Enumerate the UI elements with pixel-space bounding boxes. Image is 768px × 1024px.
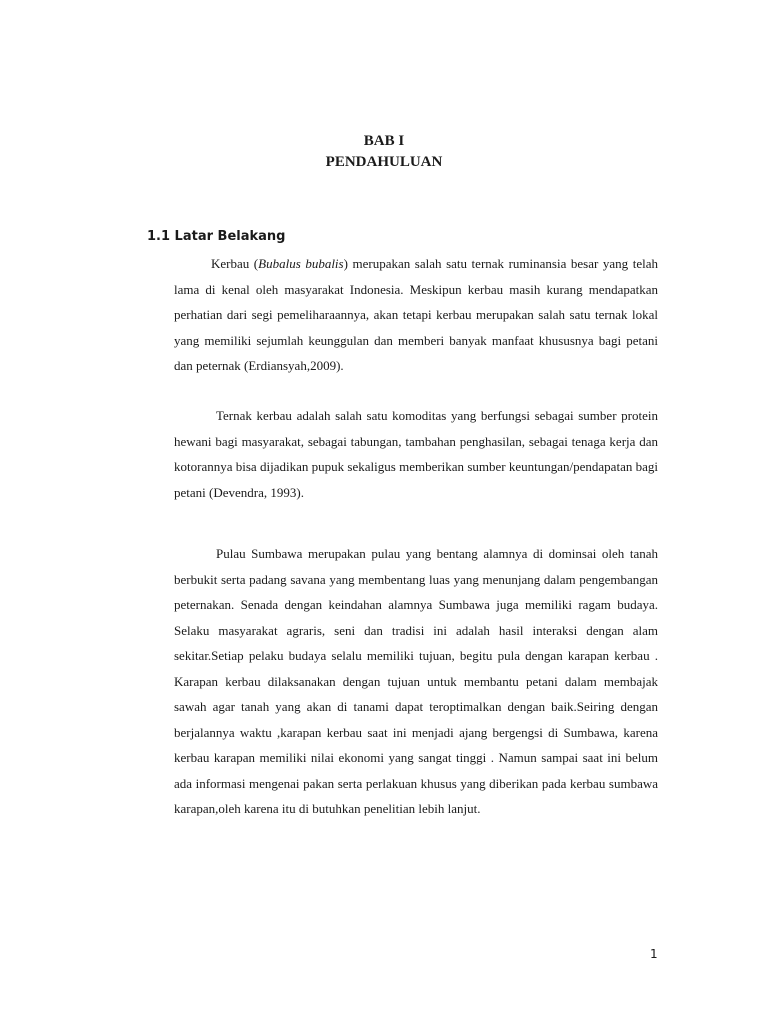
paragraph-2: Ternak kerbau adalah salah satu komoditas yang berfungsi sebagai sumber protein hewani bagi masyarakat, sebagai tabungan, tambahan penghasilan, sebagai tenaga kerja dan kotorannya bisa dijadikan pupuk sekaligus memberikan sumber keuntungan/pendapatan bagi petani (Devendra, 1993).	[174, 408, 658, 500]
paragraph-1-lead: Kerbau (	[211, 256, 259, 271]
chapter-title: PENDAHULUAN	[325, 154, 443, 170]
paragraph-1-rest: ) merupakan salah satu ternak ruminansia besar yang telah lama di kenal oleh masyarakat Indonesia. Meskipun kerbau masih kurang mendapatkan perhatian dari segi pemeliharaannya, akan tetapi kerbau merupakan salah satu ternak lokal yang memiliki sejumlah keunggulan dan memberi banyak manfaat khususnya bagi petani dan peternak (Erdiansyah,2009).	[174, 256, 658, 373]
paragraph-3: Pulau Sumbawa merupakan pulau yang bentang alamnya di dominsai oleh tanah berbukit serta padang savana yang membentang luas yang menunjang dalam pengembangan peternakan. Senada dengan keindahan alamnya Sumbawa juga memiliki ragam budaya. Selaku masyarakat agraris, seni dan tradisi ini adalah hasil interaksi dengan alam sekitar.Setiap pelaku budaya selalu memiliki tujuan, begitu pula dengan karapan kerbau . Karapan kerbau dilaksanakan dengan tujuan untuk membantu petani dalam membajak sawah agar tanah yang akan di tanami dapat teroptimalkan dengan baik.Seiring dengan berjalannya waktu ,karapan kerbau saat ini menjadi ajang bergengsi di Sumbawa, karena kerbau karapan memiliki nilai ekonomi yang sangat tinggi . Namun sampai saat ini belum ada informasi mengenai pakan serta perlakuan khusus yang diberikan pada kerbau sumbawa karapan,oleh karena itu di butuhkan penelitian lebih lanjut.	[174, 546, 658, 816]
section-heading: 1.1 Latar Belakang	[147, 229, 286, 244]
chapter-number: BAB I	[363, 133, 405, 149]
page-number: 1	[650, 947, 658, 961]
species-name: Bubalus bubalis	[258, 256, 344, 271]
paragraph-1	[174, 251, 658, 379]
